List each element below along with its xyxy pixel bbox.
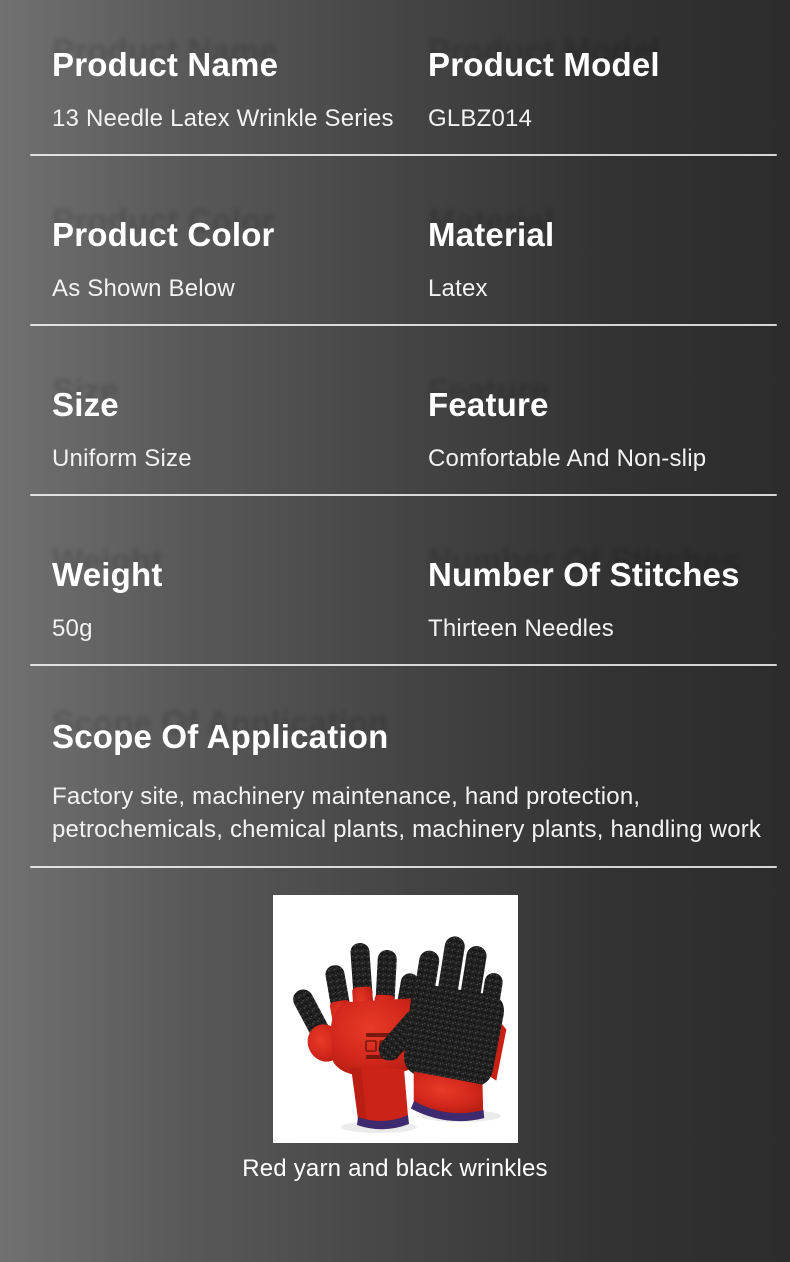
spec-cell-size <box>52 386 428 474</box>
spec-label-weight: Weight <box>52 556 163 593</box>
product-image <box>273 895 518 1143</box>
scope-text: Factory site, machinery maintenance, hand protection, petrochemicals, chemical plants, machinery plants, handling work <box>52 783 762 843</box>
spec-cell-product-model <box>428 46 790 134</box>
spec-label-material: Material <box>428 216 555 253</box>
spec-label-number-of-stitches: Number Of Stitches <box>428 556 740 593</box>
spec-value-product-color: As Shown Below <box>52 275 235 302</box>
spec-value-weight: 50g <box>52 615 93 642</box>
spec-value-feature: Comfortable And Non-slip <box>428 445 707 472</box>
spec-value-number-of-stitches: Thirteen Needles <box>428 615 614 642</box>
spec-row-size-feature <box>0 326 790 474</box>
spec-label-product-model: Product Model <box>428 46 660 83</box>
product-image-caption: Red yarn and black wrinkles <box>242 1155 548 1182</box>
spec-label-product-color: Product Color <box>52 216 275 253</box>
spec-label-size: Size <box>52 386 119 423</box>
spec-value-product-name: 13 Needle Latex Wrinkle Series <box>52 105 394 132</box>
spec-value-size: Uniform Size <box>52 445 192 472</box>
spec-cell-weight <box>52 556 428 644</box>
scope-label: Scope Of Application <box>52 718 389 755</box>
spec-cell-number-of-stitches <box>428 556 790 644</box>
spec-row-weight-stitches <box>0 496 790 644</box>
spec-value-material: Latex <box>428 275 488 302</box>
spec-cell-product-name <box>52 46 428 134</box>
divider <box>30 866 777 868</box>
spec-cell-feature <box>428 386 790 474</box>
spec-row-name-model <box>0 0 790 134</box>
spec-label-product-name: Product Name <box>52 46 279 83</box>
spec-row-color-material <box>0 156 790 304</box>
spec-cell-product-color <box>52 216 428 304</box>
spec-label-feature: Feature <box>428 386 549 423</box>
gloves-photo <box>273 895 518 1143</box>
spec-cell-material <box>428 216 790 304</box>
scope-of-application-section <box>0 666 790 846</box>
spec-value-product-model: GLBZ014 <box>428 105 533 132</box>
